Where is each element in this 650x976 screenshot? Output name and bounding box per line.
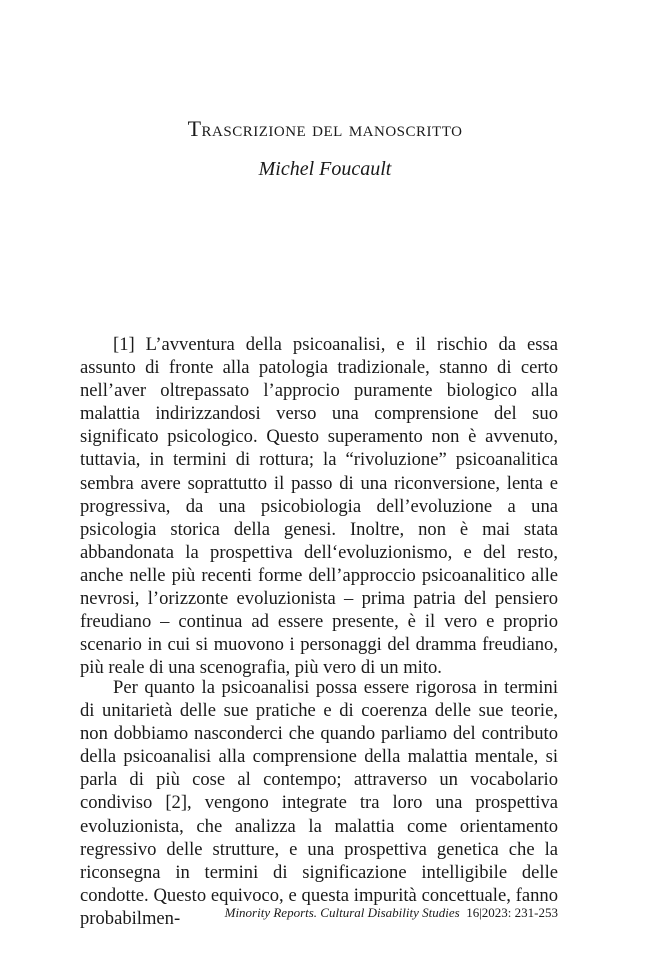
article-title: Trascrizione del manoscritto [187,116,463,141]
body-paragraph-2 [80,676,558,930]
footer-journal: Minority Reports. Cultural Disability Studies [224,905,460,920]
footer-issue: 16|2023: 231-253 [466,905,558,920]
page-footer [225,905,558,921]
paragraph-text: Per quanto la psicoanalisi possa essere rigorosa in termini di unitarietà delle sue pratiche e di coerenza delle sue teorie, non dobbiamo nasconderci che quando parliamo del contributo della psicoanalisi alla comprensione della malattia mentale, si parla di più cose al contempo; attraverso un vocabolario condiviso [2], vengono integrate tra loro una prospettiva evoluzionista, che analizza la malattia come orientamento regressivo delle strutture, e una prospettiva genetica che la riconsegna in termini di significazione intelligibile delle condotte. Questo equivoco, e questa impurità concettuale, fanno probabilmen- [80,677,558,929]
article-author: Michel Foucault [258,158,392,180]
paragraph-text: [1] L’avventura della psicoanalisi, e il rischio da essa assunto di fronte alla patologia tradizionale, stanno di certo nell’aver oltrepassato l’approcio puramente biologico alla malattia indirizzandosi verso una comprensione del suo significato psicologico. Questo superamento non è avvenuto, tuttavia, in termini di rottura; la “rivoluzione” psicoanalitica sembra avere soprattutto il passo di una riconversione, lenta e progressiva, da una psicobiologia dell’evoluzione a una psicologia storica della genesi. Inoltre, non è mai stata abbandonata la prospettiva dell‘evoluzionismo, e del resto, anche nelle più recenti forme dell’approccio psicoanalitico alle nevrosi, l’orizzonte evoluzionista – prima patria del pensiero freudiano – continua ad essere presente, è il vero e proprio scenario in cui si muovono i personaggi del dramma freudiano, più reale di una scenografia, più vero di un mito. [80,334,558,679]
body-paragraph-1 [80,333,558,679]
